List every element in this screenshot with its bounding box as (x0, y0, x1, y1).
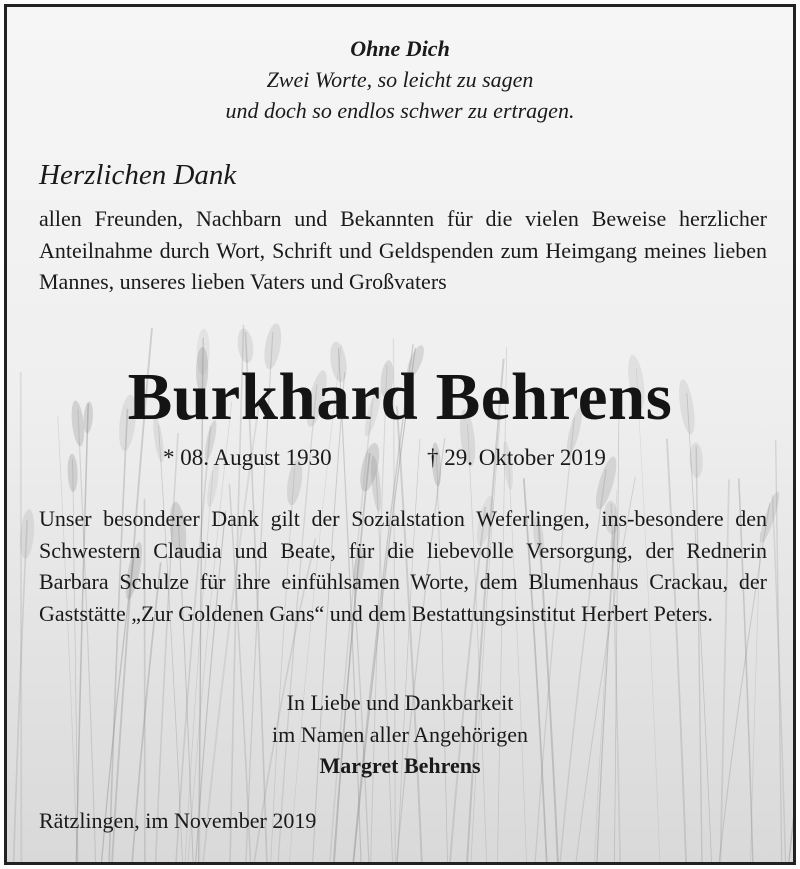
motto-line-1: Zwei Worte, so leicht zu sagen (266, 67, 534, 92)
obituary-notice (4, 4, 796, 865)
signer-name: Margret Behrens (319, 753, 481, 778)
closing-line-1: In Liebe und Dankbarkeit (286, 690, 514, 715)
place-and-date: Rätzlingen, im November 2019 (39, 808, 317, 833)
special-thanks-text: Unser besonderer Dank gilt der Sozialstation Weferlingen, ins-besondere den Schwestern Claudia und Beate, für die liebevolle Versorgung, der Rednerin Barbara Schulze für ihre einfühlsamen Worte, dem Blumenhaus Crackau, der Gaststätte „Zur Goldenen Gans“ und dem Bestattungsinstitut Herbert Peters. (39, 506, 767, 626)
thanks-text: allen Freunden, Nachbarn und Bekannten für die vielen Beweise herzlicher Anteilnahme durch Wort, Schrift und Geldspenden zum Heimgang meines lieben Mannes, unseres lieben Vaters und Großvaters (39, 206, 767, 294)
deceased-name: Burkhard Behrens (127, 360, 673, 434)
motto-line-2: und doch so endlos schwer zu ertragen. (225, 98, 575, 123)
thanks-heading: Herzlichen Dank (39, 159, 237, 191)
closing-line-2: im Namen aller Angehörigen (272, 721, 528, 747)
closing-block (7, 687, 793, 782)
motto-title: Ohne Dich (350, 36, 450, 61)
motto (7, 33, 793, 126)
birth-date: * 08. August 1930 (163, 445, 332, 470)
death-date: † 29. Oktober 2019 (427, 445, 606, 470)
